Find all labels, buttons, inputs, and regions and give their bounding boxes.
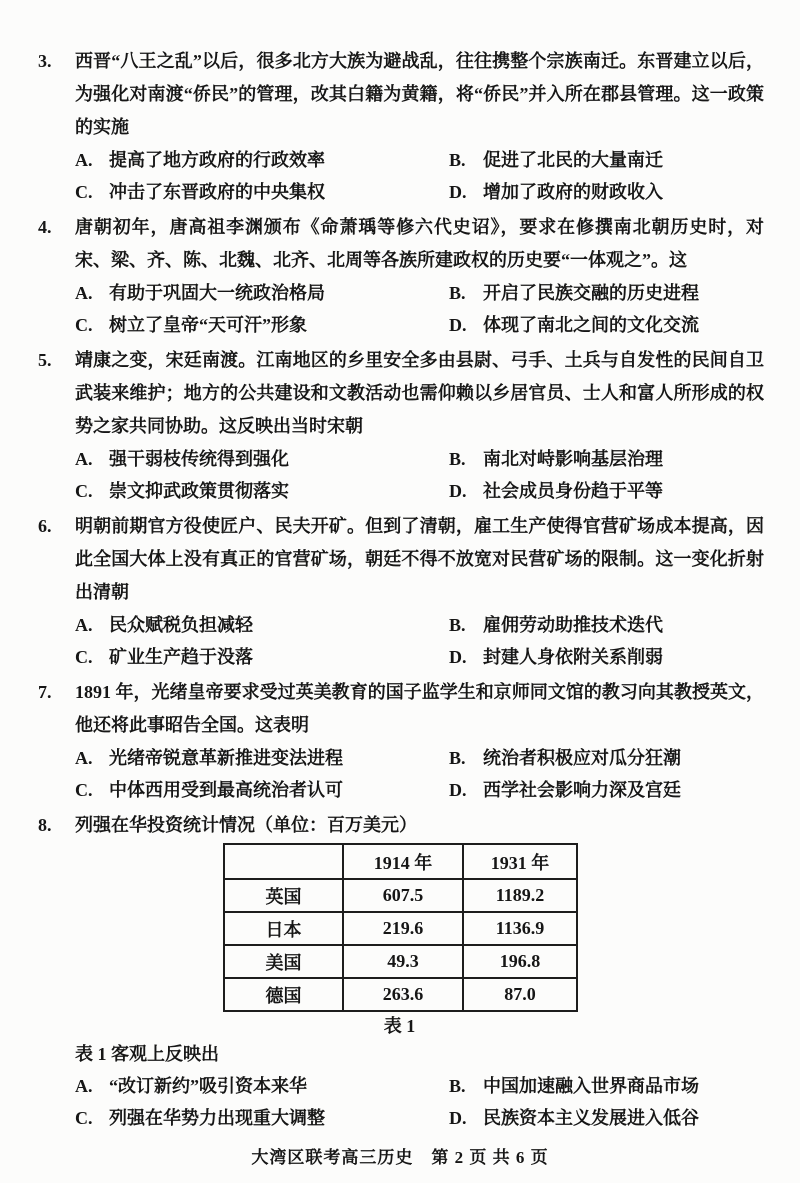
table-cell: 英国 [224, 879, 343, 912]
option-label: B. [449, 748, 466, 768]
option-a [75, 277, 449, 309]
table-cell: 德国 [224, 978, 343, 1011]
question-stem: 明朝前期官方役使匠户、民夫开矿。但到了清朝，雇工生产使得官营矿场成本提高，因此全国大体上没有真正的官营矿场，朝廷不得不放宽对民营矿场的限制。这一变化折射出清朝 [75, 516, 764, 602]
option-a [75, 1070, 449, 1102]
option-label: C. [75, 1108, 93, 1128]
question-number: 7. [38, 682, 52, 702]
question-number: 5. [38, 350, 52, 370]
option-c [75, 309, 449, 341]
option-label: C. [75, 647, 93, 667]
option-label: A. [75, 283, 93, 303]
table-row [224, 912, 577, 945]
option-label: D. [449, 481, 467, 501]
option-label: D. [449, 182, 467, 202]
option-b [449, 443, 764, 475]
table-cell: 日本 [224, 912, 343, 945]
question-8 [38, 809, 764, 1134]
question-3 [38, 45, 764, 208]
option-text: 强干弱枝传统得到强化 [109, 449, 289, 469]
option-label: B. [449, 449, 466, 469]
option-text: 促进了北民的大量南迁 [483, 150, 663, 170]
table-cell: 87.0 [463, 978, 577, 1011]
table-row [224, 945, 577, 978]
option-b [449, 609, 764, 641]
option-label: A. [75, 449, 93, 469]
option-b [449, 277, 764, 309]
table-caption: 表 1 [383, 1016, 416, 1036]
option-text: 南北对峙影响基层治理 [483, 449, 663, 469]
option-label: B. [449, 150, 466, 170]
option-label: D. [449, 780, 467, 800]
options [75, 144, 764, 208]
options [75, 1070, 764, 1134]
question-stem-continued: 表 1 客观上反映出 [75, 1044, 219, 1064]
option-d [449, 309, 764, 341]
option-label: A. [75, 1076, 93, 1096]
table-header-cell: 1931 年 [463, 844, 577, 879]
question-stem: 西晋“八王之乱”以后，很多北方大族为避战乱，往往携整个宗族南迁。东晋建立以后，为强化对南渡“侨民”的管理，改其白籍为黄籍，将“侨民”并入所在郡县管理。这一政策的实施 [75, 51, 764, 137]
option-d [449, 475, 764, 507]
option-label: C. [75, 315, 93, 335]
option-a [75, 609, 449, 641]
question-number: 6. [38, 516, 52, 536]
table-row [224, 978, 577, 1011]
option-label: D. [449, 315, 467, 335]
table-cell: 196.8 [463, 945, 577, 978]
option-text: 开启了民族交融的历史进程 [483, 283, 699, 303]
option-text: 增加了政府的财政收入 [483, 182, 663, 202]
question-stem: 列强在华投资统计情况（单位：百万美元） [75, 815, 417, 835]
option-d [449, 1102, 764, 1134]
options [75, 443, 764, 507]
option-text: 民众赋税负担减轻 [109, 615, 253, 635]
option-text: 西学社会影响力深及宫廷 [483, 780, 681, 800]
option-c [75, 176, 449, 208]
option-text: 中体西用受到最高统治者认可 [109, 780, 343, 800]
page-footer: 大湾区联考高三历史 第 2 页 共 6 页 [251, 1148, 549, 1167]
options [75, 277, 764, 341]
option-b [449, 1070, 764, 1102]
option-text: 崇文抑武政策贯彻落实 [109, 481, 289, 501]
table-header-row [224, 844, 577, 879]
option-text: 有助于巩固大一统政治格局 [109, 283, 325, 303]
option-text: 社会成员身份趋于平等 [483, 481, 663, 501]
table-cell: 607.5 [343, 879, 463, 912]
option-text: 树立了皇帝“天可汗”形象 [109, 315, 307, 335]
question-stem: 1891 年，光绪皇帝要求受过英美教育的国子监学生和京师同文馆的教习向其教授英文，他还将此事昭告全国。这表明 [75, 682, 764, 735]
option-text: 体现了南北之间的文化交流 [483, 315, 699, 335]
option-c [75, 774, 449, 806]
option-text: 雇佣劳动助推技术迭代 [483, 615, 663, 635]
option-label: D. [449, 1108, 467, 1128]
option-text: 提高了地方政府的行政效率 [109, 150, 325, 170]
option-a [75, 742, 449, 774]
option-a [75, 443, 449, 475]
option-text: “改订新约”吸引资本来华 [109, 1076, 307, 1096]
option-label: B. [449, 1076, 466, 1096]
table-row [224, 879, 577, 912]
option-label: D. [449, 647, 467, 667]
option-label: A. [75, 150, 93, 170]
question-4 [38, 211, 764, 341]
option-b [449, 742, 764, 774]
option-c [75, 475, 449, 507]
question-7 [38, 676, 764, 806]
table-cell: 49.3 [343, 945, 463, 978]
option-label: A. [75, 748, 93, 768]
options [75, 609, 764, 673]
option-text: 矿业生产趋于没落 [109, 647, 253, 667]
option-a [75, 144, 449, 176]
option-d [449, 641, 764, 673]
option-label: C. [75, 780, 93, 800]
options [75, 742, 764, 806]
option-text: 封建人身依附关系削弱 [483, 647, 663, 667]
investment-table-wrap [223, 843, 576, 1039]
option-text: 光绪帝锐意革新推进变法进程 [109, 748, 343, 768]
option-d [449, 176, 764, 208]
table-header-cell: 1914 年 [343, 844, 463, 879]
investment-table [223, 843, 578, 1012]
option-label: A. [75, 615, 93, 635]
question-6 [38, 510, 764, 673]
table-cell: 219.6 [343, 912, 463, 945]
option-b [449, 144, 764, 176]
table-cell: 1136.9 [463, 912, 577, 945]
option-text: 中国加速融入世界商品市场 [483, 1076, 699, 1096]
option-text: 冲击了东晋政府的中央集权 [109, 182, 325, 202]
question-5 [38, 344, 764, 507]
question-stem: 靖康之变，宋廷南渡。江南地区的乡里安全多由县尉、弓手、土兵与自发性的民间自卫武装来维护；地方的公共建设和文教活动也需仰赖以乡居官员、士人和富人所形成的权势之家共同协助。这反映出当时宋朝 [75, 350, 764, 436]
option-text: 列强在华势力出现重大调整 [109, 1108, 325, 1128]
question-number: 8. [38, 815, 52, 835]
option-label: B. [449, 283, 466, 303]
option-label: B. [449, 615, 466, 635]
option-d [449, 774, 764, 806]
table-header-cell [224, 844, 343, 879]
option-text: 民族资本主义发展进入低谷 [483, 1108, 699, 1128]
question-number: 3. [38, 51, 52, 71]
table-cell: 1189.2 [463, 879, 577, 912]
question-stem: 唐朝初年，唐高祖李渊颁布《命萧瑀等修六代史诏》，要求在修撰南北朝历史时，对宋、梁、齐、陈、北魏、北齐、北周等各族所建政权的历史要“一体观之”。这 [75, 217, 764, 270]
option-c [75, 641, 449, 673]
option-label: C. [75, 182, 93, 202]
option-c [75, 1102, 449, 1134]
option-text: 统治者积极应对瓜分狂潮 [483, 748, 681, 768]
table-cell: 美国 [224, 945, 343, 978]
option-label: C. [75, 481, 93, 501]
table-cell: 263.6 [343, 978, 463, 1011]
question-number: 4. [38, 217, 52, 237]
